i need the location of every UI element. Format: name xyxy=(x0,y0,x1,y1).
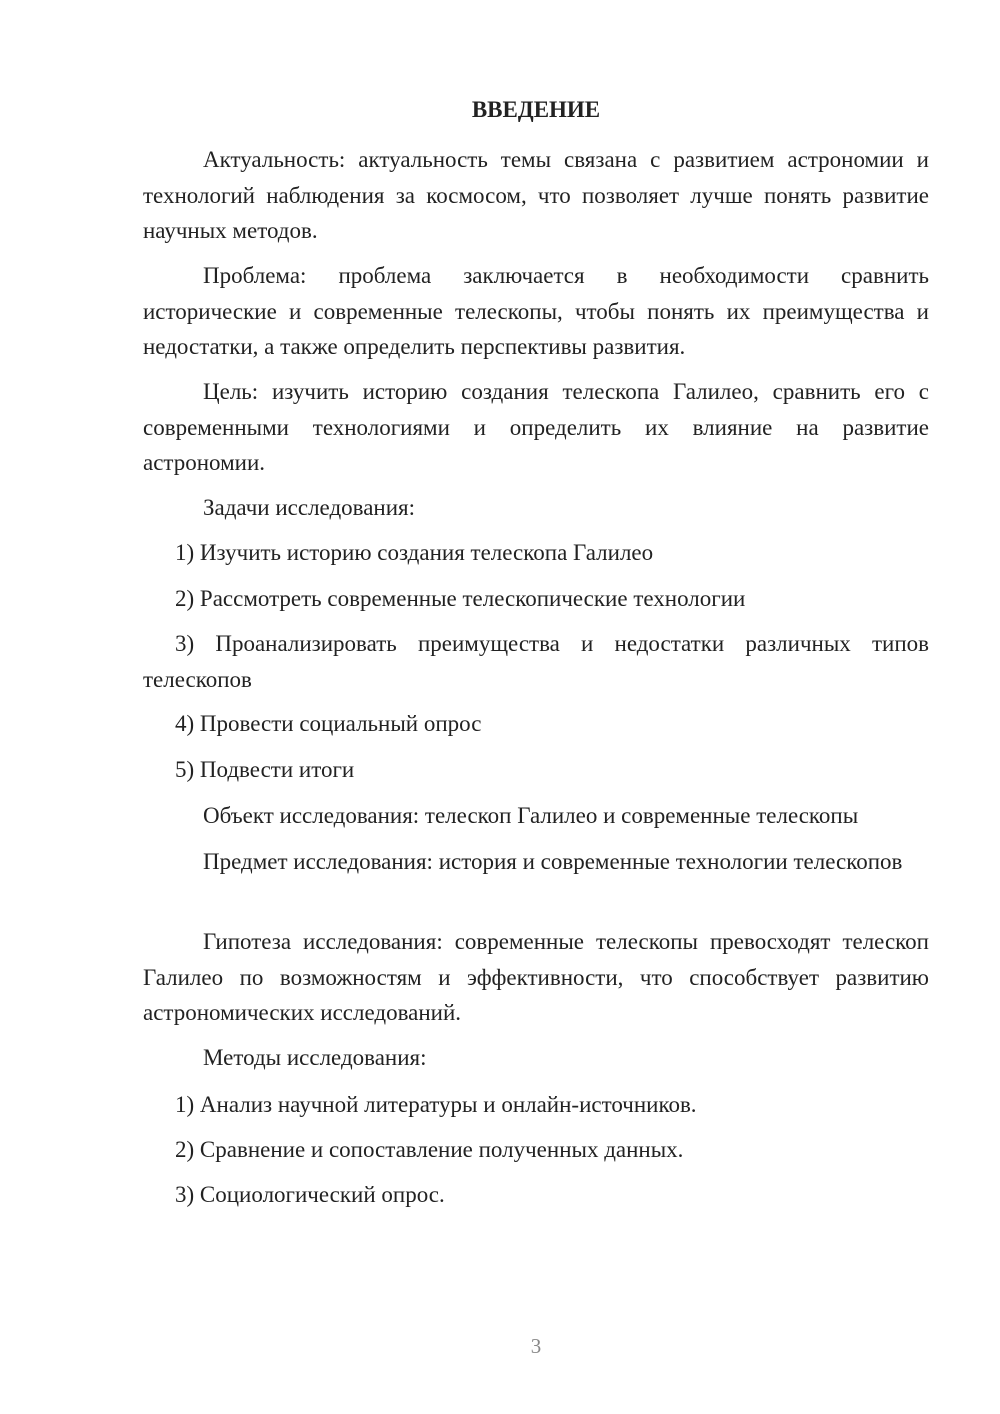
task-item: 2) Рассмотреть современные телескопические технологии xyxy=(175,586,746,611)
hypothesis-paragraph: Гипотеза исследования: современные телескопы превосходят телескоп Галилео по возможностям и эффективности, что способствует развитию астрономических исследований. xyxy=(143,929,929,1025)
subject-paragraph: Предмет исследования: история и современные технологии телескопов xyxy=(203,849,903,874)
task-item: 5) Подвести итоги xyxy=(175,757,355,782)
task-item: 4) Провести социальный опрос xyxy=(175,711,482,736)
method-item: 2) Сравнение и сопоставление полученных данных. xyxy=(175,1137,684,1162)
tasks-heading: Задачи исследования: xyxy=(203,495,416,520)
method-item: 3) Социологический опрос. xyxy=(175,1182,445,1207)
task-item: 3) Проанализировать преимущества и недостатки различных типов телескопов xyxy=(143,631,929,692)
methods-heading: Методы исследования: xyxy=(203,1045,427,1070)
task-item: 1) Изучить историю создания телескопа Галилео xyxy=(175,540,654,565)
relevance-paragraph: Актуальность: актуальность темы связана с развитием астрономии и технологий наблюдения за космосом, что позволяет лучше понять развитие научных методов. xyxy=(143,147,929,243)
page-number: 3 xyxy=(530,1334,542,1358)
problem-paragraph: Проблема: проблема заключается в необходимости сравнить исторические и современные телескопы, чтобы понять их преимущества и недостатки, а также определить перспективы развития. xyxy=(143,263,929,359)
page-title: ВВЕДЕНИЕ xyxy=(471,97,601,122)
method-item: 1) Анализ научной литературы и онлайн-источников. xyxy=(175,1092,697,1117)
object-paragraph: Объект исследования: телескоп Галилео и современные телескопы xyxy=(203,803,859,828)
goal-paragraph: Цель: изучить историю создания телескопа Галилео, сравнить его с современными технологиями и определить их влияние на развитие астрономии. xyxy=(143,379,929,475)
